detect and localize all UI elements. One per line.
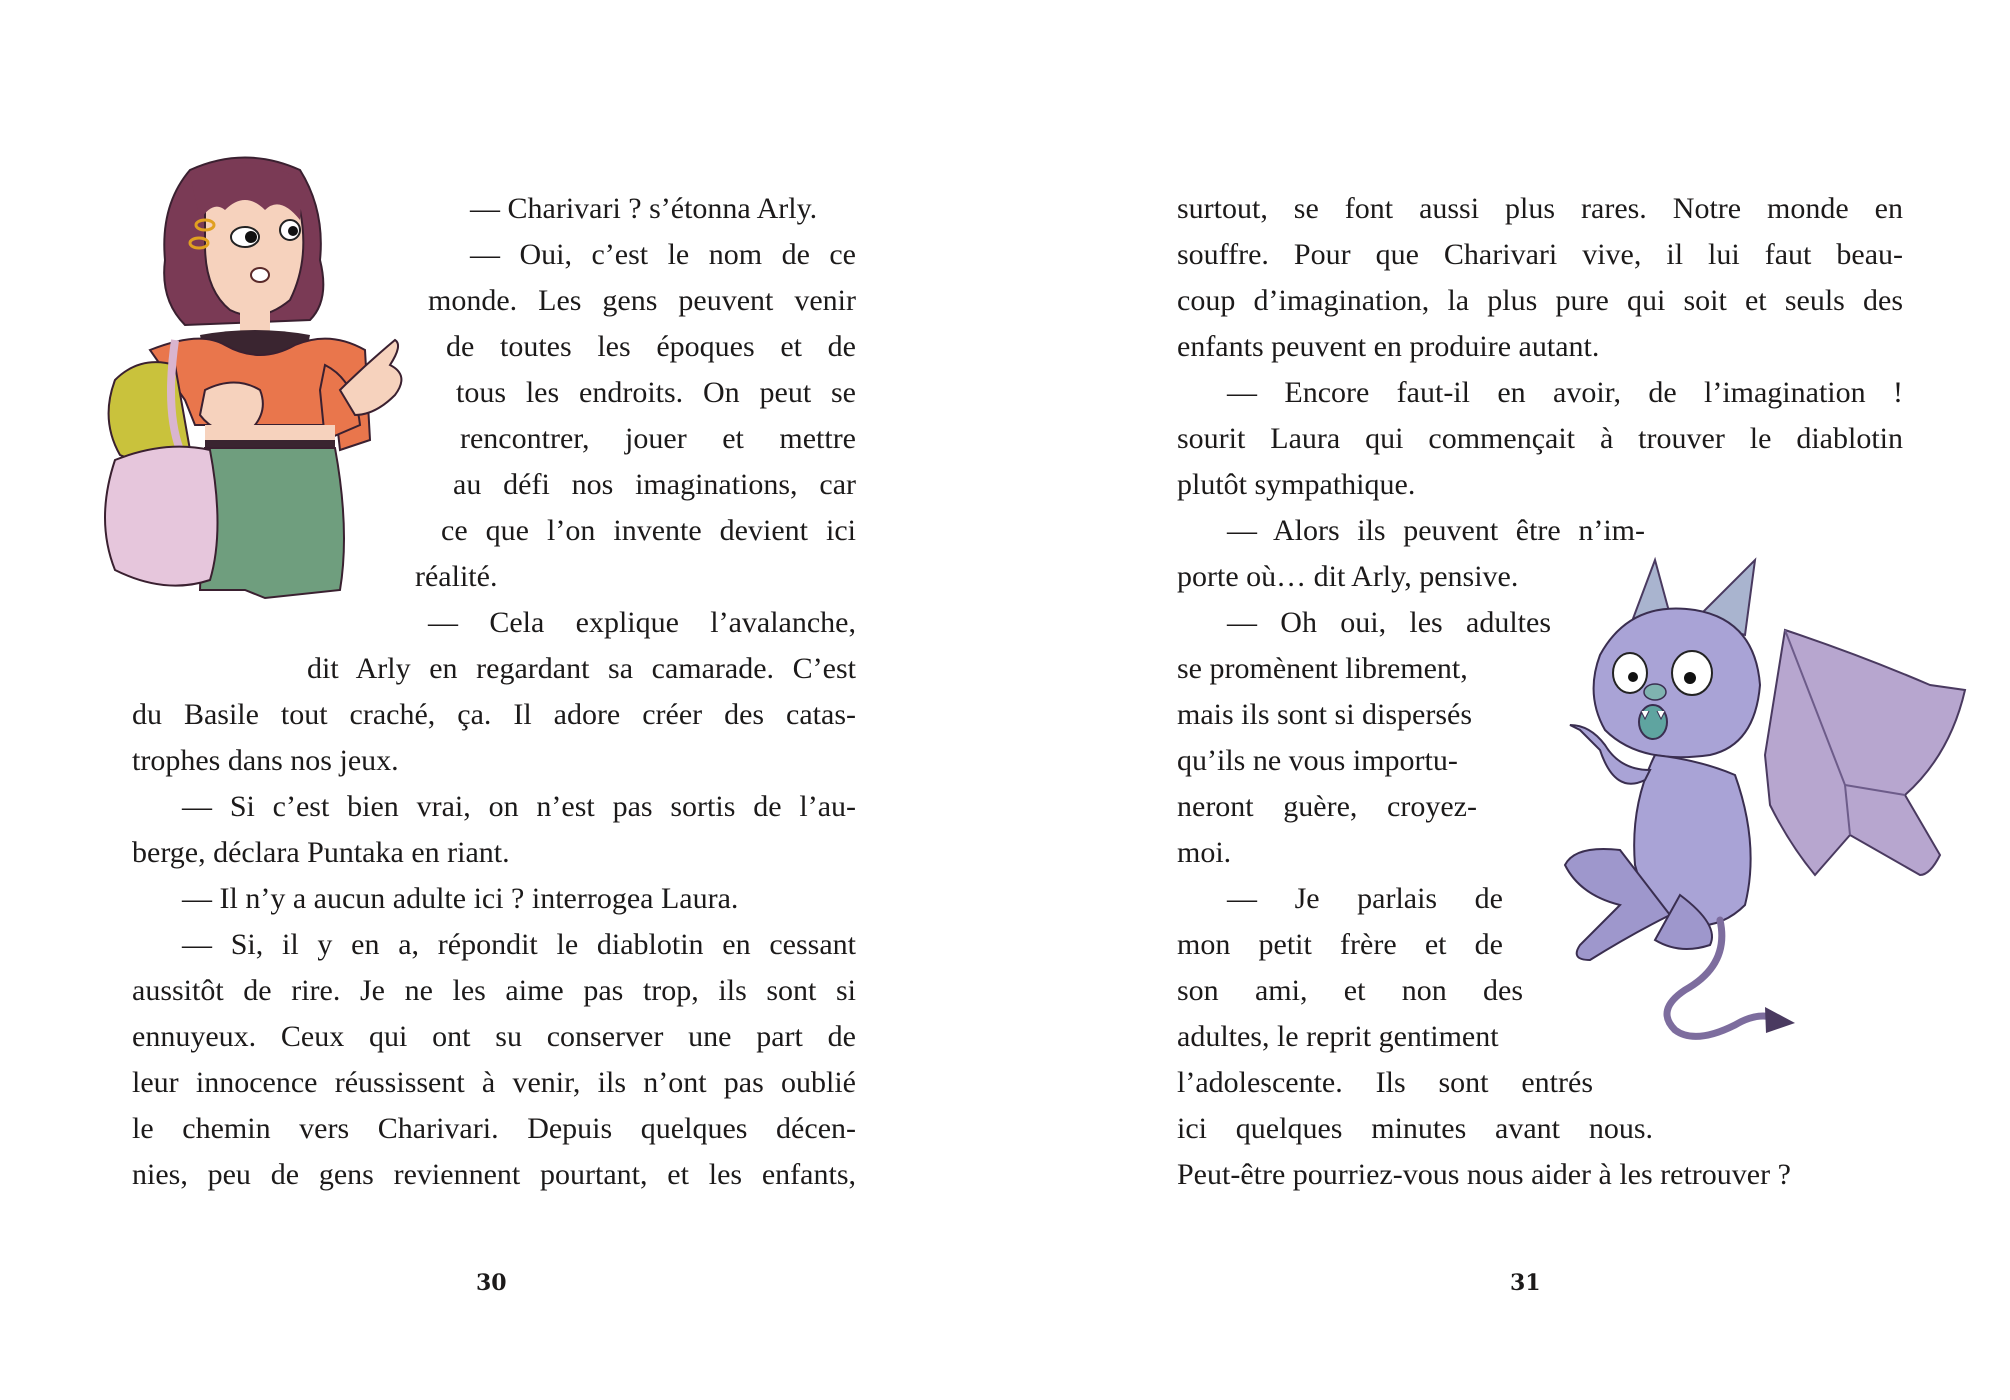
text-line: souffre. Pour que Charivari vive, il lui faut beau-: [1177, 238, 1903, 271]
girl-illustration: [95, 150, 435, 620]
text-line: leur innocence réussissent à venir, ils n’ont pas oublié: [132, 1066, 856, 1099]
text-line: — Si, il y en a, répondit le diablotin en cessant: [182, 928, 856, 961]
text-line: adultes, le reprit gentiment: [1177, 1020, 1499, 1053]
text-line: berge, déclara Puntaka en riant.: [132, 836, 510, 869]
text-line: réalité.: [415, 560, 498, 593]
text-line: — Si c’est bien vrai, on n’est pas sortis de l’au-: [182, 790, 856, 823]
text-line: — Oui, c’est le nom de ce: [470, 238, 856, 271]
text-line: — Oh oui, les adultes: [1227, 606, 1551, 639]
text-line: aussitôt de rire. Je ne les aime pas trop, ils sont si: [132, 974, 856, 1007]
text-line: ennuyeux. Ceux qui ont su conserver une part de: [132, 1020, 856, 1053]
text-line: — Je parlais de: [1227, 882, 1503, 915]
text-line: ce que l’on invente devient ici: [441, 514, 856, 547]
text-line: plutôt sympathique.: [1177, 468, 1416, 501]
text-line: moi.: [1177, 836, 1232, 869]
text-line: dit Arly en regardant sa camarade. C’est: [307, 652, 856, 685]
text-line: enfants peuvent en produire autant.: [1177, 330, 1600, 363]
text-line: trophes dans nos jeux.: [132, 744, 399, 777]
text-line: monde. Les gens peuvent venir: [428, 284, 856, 317]
text-line: rencontrer, jouer et mettre: [460, 422, 856, 455]
text-line: sourit Laura qui commençait à trouver le diablotin: [1177, 422, 1903, 455]
text-line: se promènent librement,: [1177, 652, 1468, 685]
imp-illustration: [1560, 545, 1990, 1055]
text-line: mon petit frère et de: [1177, 928, 1503, 961]
text-line: tous les endroits. On peut se: [456, 376, 856, 409]
text-line: le chemin vers Charivari. Depuis quelques décen-: [132, 1112, 856, 1145]
text-line: du Basile tout craché, ça. Il adore créer des catas-: [132, 698, 856, 731]
page-number: 31: [1510, 1270, 1541, 1296]
right-page: [1005, 0, 2010, 1400]
text-line: — Il n’y a aucun adulte ici ? interrogea Laura.: [182, 882, 739, 915]
text-line: au défi nos imaginations, car: [453, 468, 856, 501]
text-line: surtout, se font aussi plus rares. Notre monde en: [1177, 192, 1903, 225]
text-line: Peut-être pourriez-vous nous aider à les retrouver ?: [1177, 1158, 1791, 1191]
text-line: son ami, et non des: [1177, 974, 1523, 1007]
page-number: 30: [476, 1270, 507, 1296]
text-line: de toutes les époques et de: [446, 330, 856, 363]
text-line: nies, peu de gens reviennent pourtant, et les enfants,: [132, 1158, 856, 1191]
text-line: neront guère, croyez-: [1177, 790, 1477, 823]
text-line: mais ils sont si dispersés: [1177, 698, 1473, 731]
text-line: — Cela explique l’avalanche,: [428, 606, 856, 639]
text-line: — Encore faut-il en avoir, de l’imagination !: [1227, 376, 1903, 409]
text-line: — Alors ils peuvent être n’im-: [1227, 514, 1645, 547]
text-line: l’adolescente. Ils sont entrés: [1177, 1066, 1593, 1099]
text-line: porte où… dit Arly, pensive.: [1177, 560, 1519, 593]
text-line: — Charivari ? s’étonna Arly.: [470, 192, 818, 225]
text-line: ici quelques minutes avant nous.: [1177, 1112, 1653, 1145]
text-line: coup d’imagination, la plus pure qui soit et seuls des: [1177, 284, 1903, 317]
text-line: qu’ils ne vous importu-: [1177, 744, 1458, 777]
